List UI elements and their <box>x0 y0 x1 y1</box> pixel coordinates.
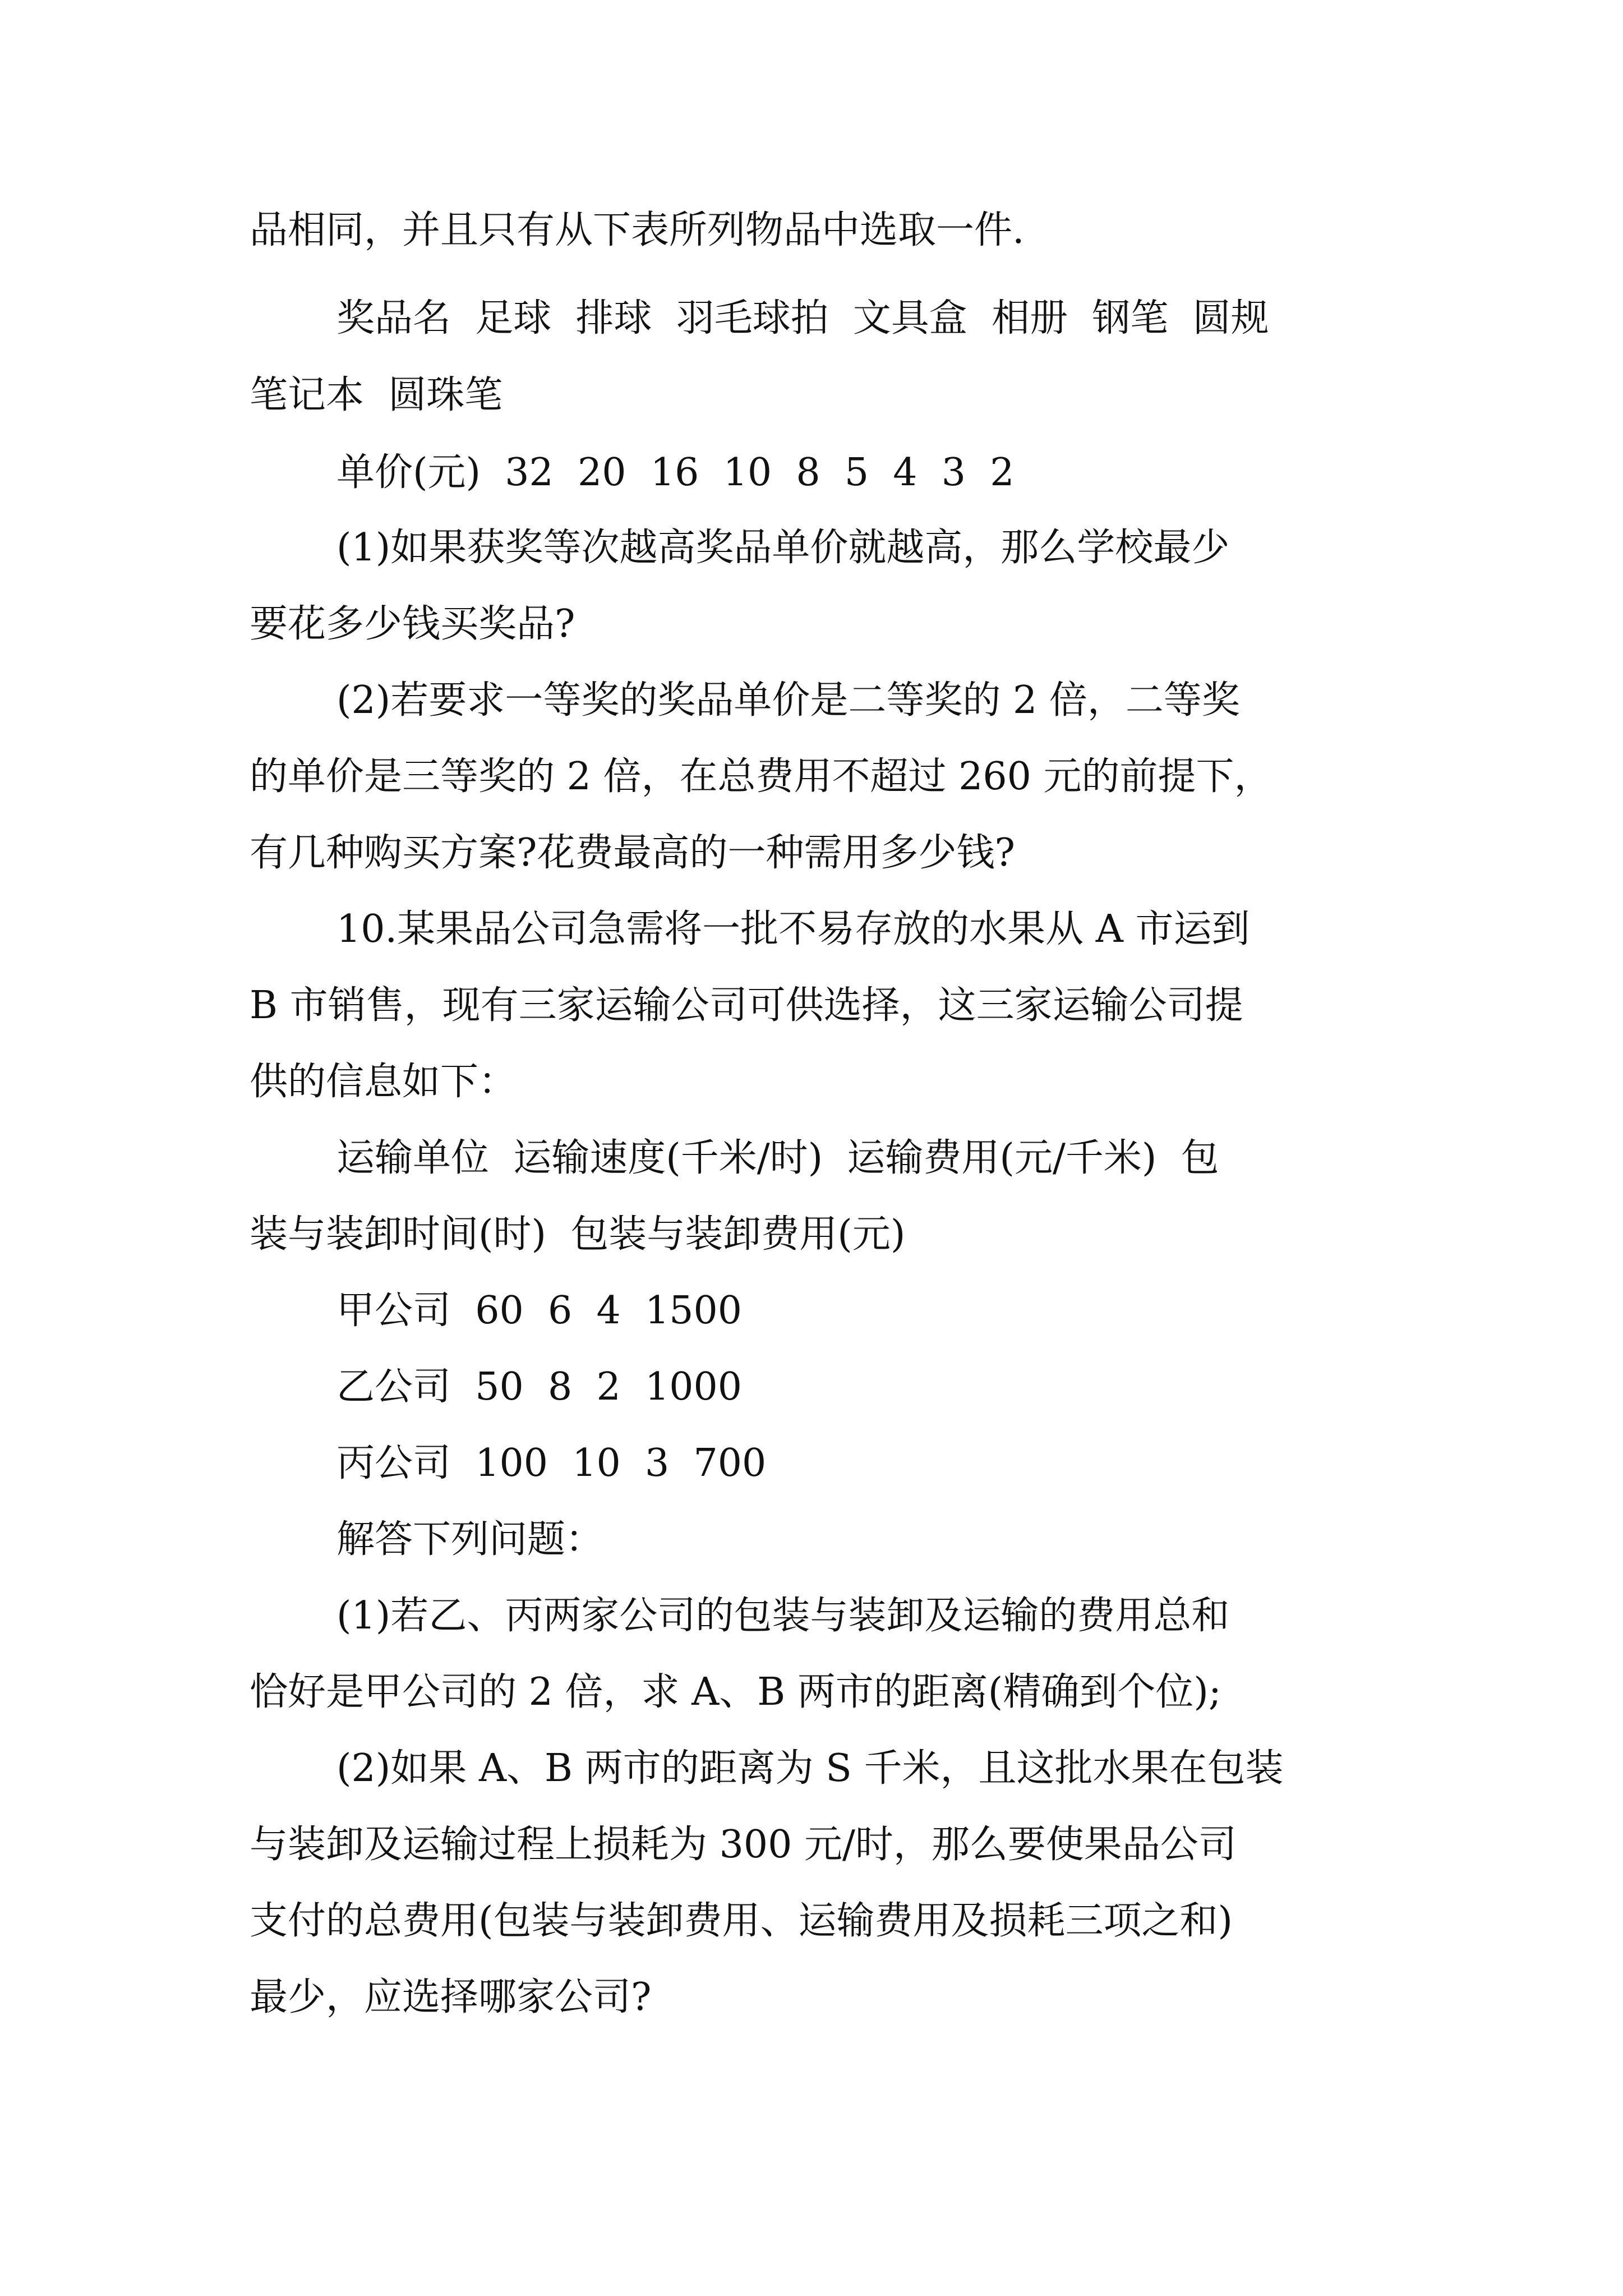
text-line: 乙公司 50 8 2 1000 <box>336 1365 743 1409</box>
text-line: (2)若要求一等奖的奖品单价是二等奖的 2 倍，二等奖 <box>336 678 1240 723</box>
text-line: 与装卸及运输过程上损耗为 300 元/时，那么要使果品公司 <box>250 1823 1237 1867</box>
text-line: (2)如果 A、B 两市的距离为 S 千米，且这批水果在包装 <box>336 1746 1284 1791</box>
text-line: B 市销售，现有三家运输公司可供选择，这三家运输公司提 <box>250 983 1243 1028</box>
text-line: 供的信息如下： <box>250 1060 517 1104</box>
text-line: 运输单位 运输速度(千米/时) 运输费用(元/千米) 包 <box>336 1136 1219 1180</box>
text-line: 甲公司 60 6 4 1500 <box>336 1289 743 1333</box>
text-line: 支付的总费用(包装与装卸费用、运输费用及损耗三项之和) <box>250 1899 1233 1943</box>
text-line: 10.某果品公司急需将一批不易存放的水果从 A 市运到 <box>336 907 1250 951</box>
text-line: 解答下列问题： <box>336 1517 604 1562</box>
text-line: 的单价是三等奖的 2 倍，在总费用不超过 260 元的前提下， <box>250 754 1272 799</box>
text-line: 有几种购买方案?花费最高的一种需用多少钱? <box>250 831 1015 875</box>
text-line: 最少，应选择哪家公司? <box>250 1975 652 2019</box>
text-line: 要花多少钱买奖品? <box>250 602 575 646</box>
text-line: (1)如果获奖等次越高奖品单价就越高，那么学校最少 <box>336 526 1230 570</box>
text-line: (1)若乙、丙两家公司的包装与装卸及运输的费用总和 <box>336 1594 1230 1638</box>
text-line: 单价(元) 32 20 16 10 8 5 4 3 2 <box>336 450 1015 495</box>
text-line: 品相同，并且只有从下表所列物品中选取一件. <box>250 208 1025 252</box>
text-line: 丙公司 100 10 3 700 <box>336 1441 767 1485</box>
text-line: 装与装卸时间(时) 包装与装卸费用(元) <box>250 1212 906 1257</box>
text-line: 笔记本 圆珠笔 <box>250 373 503 417</box>
text-line: 奖品名 足球 排球 羽毛球拍 文具盒 相册 钢笔 圆规 <box>336 296 1269 341</box>
text-line: 恰好是甲公司的 2 倍，求 A、B 两市的距离(精确到个位); <box>250 1670 1221 1714</box>
